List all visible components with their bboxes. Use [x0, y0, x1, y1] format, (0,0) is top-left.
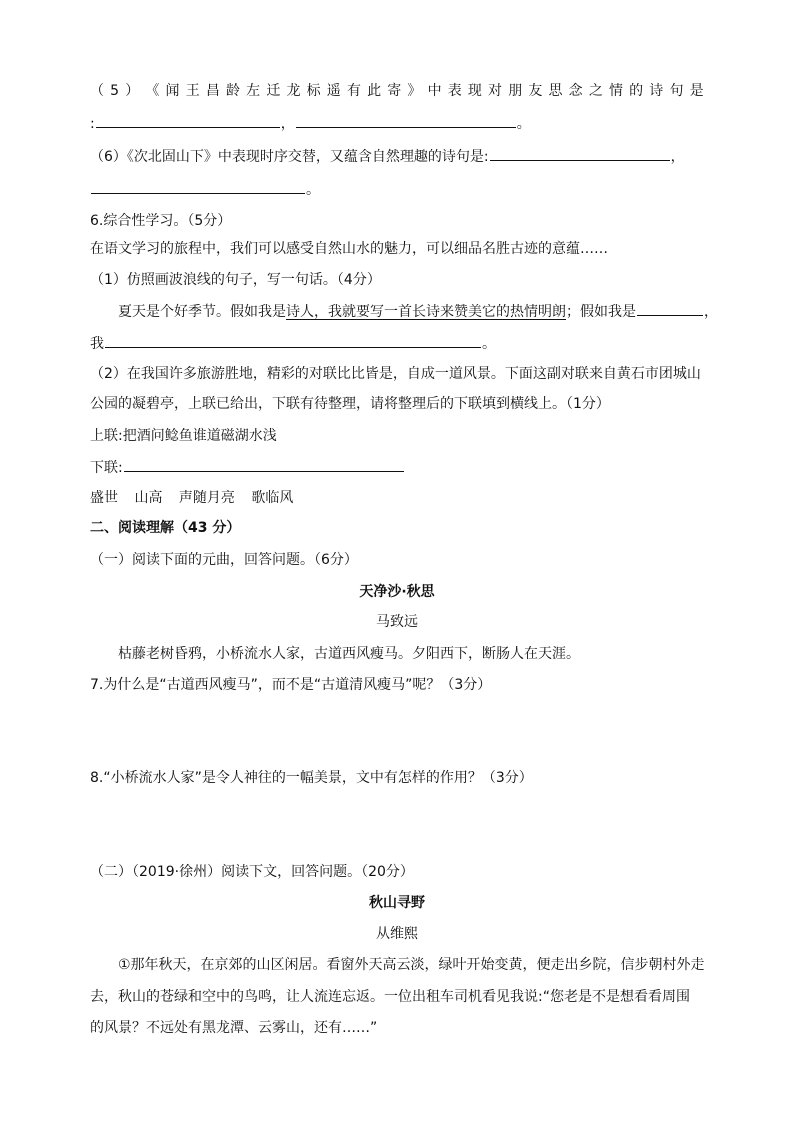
q5-char: 友 — [528, 83, 543, 99]
essay-title: 秋山寻野 — [369, 895, 425, 911]
question-8: 8.“小桥流水人家”是令人神往的一幅美景，文中有怎样的作用？（3分） — [90, 770, 533, 786]
example-sentence-line — [118, 302, 718, 322]
answer-prefix: : — [90, 116, 95, 132]
question-6-line — [90, 147, 704, 167]
period: 。 — [306, 182, 320, 198]
q5-char: 有 — [346, 83, 361, 99]
reading-part-2-intro: （二）（2019·徐州）阅读下文，回答问题。（20分） — [90, 864, 414, 880]
q5-char: 寄 — [387, 83, 402, 99]
example-after: ；假如我是 — [566, 304, 636, 320]
q5-char: 龄 — [226, 83, 241, 99]
lower-couplet-label: 下联: — [90, 460, 123, 476]
q5-char: 》 — [407, 83, 422, 99]
question-6-1: （1）仿照画波浪线的句子，写一句话。（4分） — [90, 272, 381, 288]
q5-char: 龙 — [286, 83, 301, 99]
answer-blank[interactable] — [105, 334, 481, 348]
answer-blank[interactable] — [124, 458, 404, 472]
line-start: 我 — [90, 336, 104, 352]
q5-char: 朋 — [508, 83, 523, 99]
period: 。 — [516, 116, 531, 132]
q5-char: 昌 — [205, 83, 220, 99]
couplet-options — [90, 488, 704, 508]
comma: ， — [704, 304, 718, 320]
essay-paragraph-line-2: 去，秋山的苍绿和空中的鸟鸣，让人流连忘返。一位出租车司机看见我说:“您老是不是想看看周围 — [90, 989, 690, 1005]
essay-author: 从维熙 — [376, 926, 418, 942]
q5-char: 之 — [588, 83, 603, 99]
essay-paragraph-line-3: 的风景？不远处有黑龙潭、云雾山，还有……” — [90, 1020, 378, 1036]
q5-char: ） — [125, 83, 140, 99]
poem-text: 枯藤老树昏鸦，小桥流水人家，古道西风瘦马。夕阳西下，断肠人在天涯。 — [118, 646, 580, 662]
poem-title: 天净沙·秋思 — [359, 584, 435, 600]
q5-char: 《 — [145, 83, 160, 99]
q5-char: 5 — [110, 83, 120, 99]
q5-char: 此 — [367, 83, 382, 99]
period: 。 — [482, 336, 496, 352]
q5-char: （ — [90, 83, 104, 99]
q5-char: 是 — [689, 83, 704, 99]
answer-blank[interactable] — [296, 114, 516, 128]
q5-char: 表 — [447, 83, 462, 99]
question-6-2-line-2: 公园的凝碧亭，上联已给出，下联有待整理，请将整理后的下联填到横线上。（1分） — [90, 396, 610, 412]
wavy-underlined-sentence: 诗人，我就要写一首长诗来赞美它的热情明朗 — [286, 304, 566, 320]
answer-blank[interactable] — [96, 114, 280, 128]
q5-char: 中 — [427, 83, 442, 99]
reading-part-1-intro: （一）阅读下面的元曲，回答问题。（6分） — [90, 552, 358, 568]
section-title: 二、阅读理解（43 分） — [90, 520, 241, 536]
comma: ， — [670, 149, 685, 165]
question-7: 7.为什么是“古道西风瘦马”，而不是“古道清风瘦马”呢？（3分） — [90, 677, 492, 693]
option: 声随月亮 — [178, 490, 235, 506]
q5-char: 遥 — [326, 83, 341, 99]
example-answer-line — [90, 334, 704, 354]
essay-paragraph-line-1: ①那年秋天，在京郊的山区闲居。看窗外天高云淡，绿叶开始变黄，便走出乡院，信步朝村外走 — [118, 957, 705, 973]
upper-couplet: 上联:把酒问鲶鱼谁道磁湖水浅 — [90, 428, 277, 444]
poem-author: 马致远 — [376, 614, 418, 630]
option: 盛世 — [90, 490, 118, 506]
example-start: 夏天是个好季节。假如我是 — [118, 304, 286, 320]
q5-char: 迁 — [266, 83, 281, 99]
comprehensive-intro: 在语文学习的旅程中，我们可以感受自然山水的魅力，可以细品名胜古迹的意蕴…… — [90, 241, 608, 257]
q5-char: 情 — [608, 83, 623, 99]
q5-char: 念 — [568, 83, 583, 99]
q5-char: 标 — [306, 83, 321, 99]
q5-char: 闻 — [165, 83, 180, 99]
q5-char: 的 — [629, 83, 644, 99]
option: 歌临风 — [251, 490, 294, 506]
comma: ， — [280, 116, 295, 132]
comprehensive-title: 6.综合性学习。（5分） — [90, 213, 232, 229]
question-6-answer-line — [90, 180, 704, 200]
q5-char: 现 — [467, 83, 482, 99]
q5-char: 句 — [669, 83, 684, 99]
lower-couplet-line — [90, 458, 704, 478]
q5-char: 王 — [185, 83, 200, 99]
question-6-2-line-1: （2）在我国许多旅游胜地，精彩的对联比比皆是，自成一道风景。下面这副对联来自黄石市团城山 — [90, 366, 701, 382]
question-5-answer-line — [90, 114, 704, 134]
q5-char: 左 — [246, 83, 261, 99]
answer-blank[interactable] — [91, 180, 305, 194]
answer-blank[interactable] — [490, 147, 670, 161]
q5-char: 诗 — [649, 83, 664, 99]
q5-char: 对 — [488, 83, 503, 99]
q5-char: 思 — [548, 83, 563, 99]
answer-blank[interactable] — [637, 302, 703, 316]
option: 山高 — [134, 490, 163, 506]
question-6-text: （6）《次北固山下》中表现时序交替，又蕴含自然理趣的诗句是: — [90, 149, 489, 165]
question-5-line — [90, 81, 704, 101]
